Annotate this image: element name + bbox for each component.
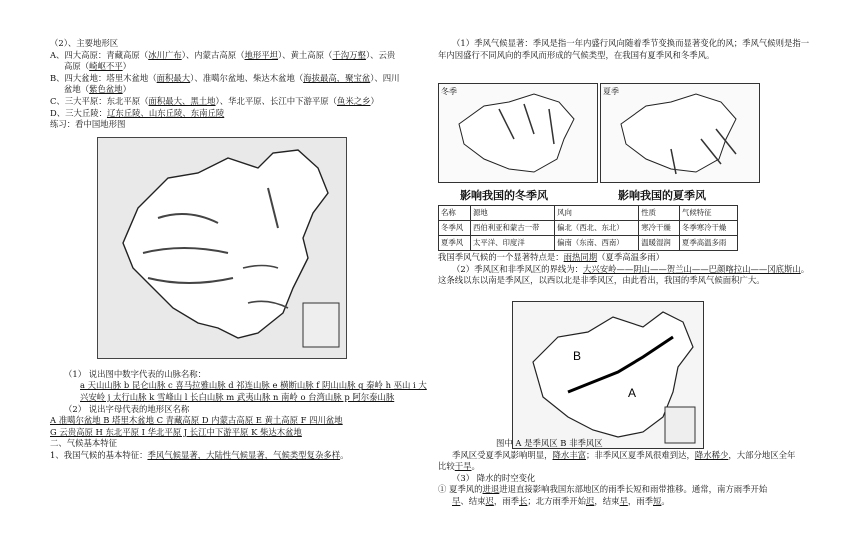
china-topography-map bbox=[97, 137, 347, 359]
region-answers-1: A 准噶尔盆地 B 塔里木盆地 C 青藏高原 D 内蒙古高原 E 黄土高原 F 四川盆地 bbox=[50, 415, 343, 426]
boundary-explain: 这条线以东以南是季风区，以西以北是非季风区，由此看出，我国的季风气候面积广大。 bbox=[438, 275, 765, 286]
monsoon-definition-2: 年内因盛行不同风向的季风而形成的气候类型，在我国有夏季风和冬季风。 bbox=[438, 49, 715, 60]
question-1: （1） 说出图中数字代表的山脉名称： bbox=[64, 368, 206, 379]
basins-line: B、四大盆地：塔里木盆地（面积最大）、准噶尔盆地、柴达木盆地（海拔最高，聚宝盆）、四川 bbox=[50, 72, 400, 83]
exercise-heading: 练习：看中国地形图 bbox=[50, 119, 126, 130]
precip-line-2: 比较干旱。 bbox=[438, 461, 480, 472]
section-heading: （2）、主要地形区 bbox=[50, 38, 119, 48]
climate-features: 1、我国气候的基本特征：季风气候显著，大陆性气候显著，气候类型复杂多样。 bbox=[50, 449, 349, 460]
summer-monsoon-map bbox=[600, 83, 760, 183]
climate-heading: 二、气候基本特征 bbox=[50, 438, 117, 449]
plateaus-line: A、四大高原：青藏高原（冰川广布）、内蒙古高原（地形平坦）、黄土高原（千沟万壑）、云贵 bbox=[50, 49, 396, 60]
monsoon-map-image bbox=[513, 302, 703, 448]
table-row: 夏季风 太平洋、印度洋 偏南（东南、西南） 温暖湿润 夏季高温多雨 bbox=[439, 236, 738, 251]
precip-heading: （3） 降水的时空变化 bbox=[452, 472, 536, 483]
china-outline-image bbox=[98, 138, 346, 358]
summer-map-image bbox=[601, 84, 759, 182]
monsoon-region-map bbox=[512, 301, 704, 449]
table-row: 名称 源地 风向 性质 气候特征 bbox=[439, 206, 738, 221]
monsoon-definition-1: （1）季风气候显著：季风是指一年内盛行风向随着季节变换而显著变化的风；季风气候则是指一 bbox=[452, 38, 810, 48]
table-row: 冬季风 西伯利亚和蒙古一带 偏北（西北、东北） 寒冷干燥 冬季寒冷干燥 bbox=[439, 221, 738, 236]
precip-line-1: 季风区受夏季风影响明显，降水丰富；非季风区夏季风很难到达，降水稀少，大部分地区全年 bbox=[452, 449, 796, 460]
mountain-answers-2: 兴安岭 j 太行山脉 k 雪峰山 l 长白山脉 m 武夷山脉 n 南岭 o 台湾山脉 p 阿尔泰山脉 bbox=[80, 391, 395, 402]
winter-map-image bbox=[439, 84, 597, 182]
rain-heat-line: 我国季风气候的一个显著特点是：雨热同期（夏季高温多雨） bbox=[438, 252, 665, 262]
plains-line: C、三大平原：东北平原（面积最大、黑土地）、华北平原、长江中下游平原（鱼米之乡） bbox=[50, 95, 379, 106]
hills-line: D、三大丘陵：辽东丘陵、山东丘陵、东南丘陵 bbox=[50, 107, 225, 118]
map-caption: 图中 A 是季风区 B 非季风区 bbox=[496, 438, 603, 448]
precip-text-block bbox=[438, 438, 828, 508]
question-2: （2） 说出字母代表的地形区名称 bbox=[64, 403, 190, 414]
summer-caption: 影响我国的夏季风 bbox=[618, 189, 706, 202]
region-answers-2: G 云贵高原 H 东北平原 I 华北平原 J 长江中下游平原 K 柴达木盆地 bbox=[50, 426, 302, 437]
region-a-label: A bbox=[628, 386, 637, 400]
monsoon-table bbox=[438, 205, 738, 251]
boundary-line: （2）季风区和非季风区的界线为：大兴安岭——阴山——贺兰山——巴颜喀拉山——冈底斯山。 bbox=[452, 263, 810, 274]
region-b-label: B bbox=[573, 349, 582, 363]
monsoon-text-block bbox=[438, 252, 828, 287]
winter-caption: 影响我国的冬季风 bbox=[460, 189, 548, 202]
winter-monsoon-map bbox=[438, 83, 598, 183]
precip-line-4: 早、结束迟，雨季长；北方雨季开始迟，结束早，雨季短。 bbox=[452, 495, 670, 506]
left-column bbox=[50, 38, 428, 462]
right-column bbox=[438, 38, 828, 506]
precip-line-3: ① 夏季风的进退进退直接影响我国东部地区的雨季长短和雨带推移。通常，南方雨季开始 bbox=[438, 484, 768, 495]
mountain-answers-1: a 天山山脉 b 昆仑山脉 c 喜马拉雅山脉 d 祁连山脉 e 横断山脉 f 阴山山脉 g 秦岭 h 巫山 i 大 bbox=[80, 380, 427, 391]
summer-tag: 夏季 bbox=[603, 87, 619, 96]
plateaus-line-2: 高原（崎岖不平） bbox=[64, 61, 131, 72]
winter-tag: 冬季 bbox=[441, 87, 457, 96]
basins-line-2: 盆地（紫色盆地） bbox=[64, 84, 131, 95]
